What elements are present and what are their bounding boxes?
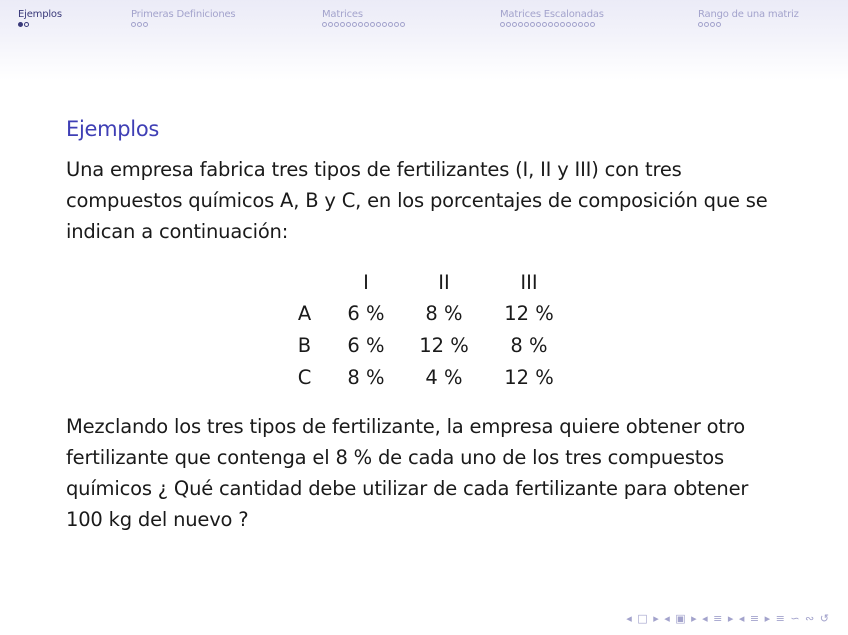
slide-dot[interactable] (24, 22, 29, 27)
slide-dot[interactable] (328, 22, 333, 27)
slide-dot[interactable] (698, 22, 703, 27)
slide-dot[interactable] (506, 22, 511, 27)
table-cell: 8 % (425, 301, 463, 325)
slide-dot[interactable] (530, 22, 535, 27)
table-row (282, 297, 575, 329)
slide-dot[interactable] (704, 22, 709, 27)
slide-dot[interactable] (536, 22, 541, 27)
slide-dot[interactable] (334, 22, 339, 27)
slide-dot[interactable] (554, 22, 559, 27)
table-header-row (282, 268, 575, 297)
nav-section-matrices[interactable] (322, 9, 406, 28)
slide-dot[interactable] (560, 22, 565, 27)
table-header-cell (282, 268, 327, 297)
nav-section-matrices-escalonadas[interactable] (500, 9, 604, 28)
nav-section-label: Matrices (322, 9, 363, 20)
table-cell: 12 % (504, 365, 554, 389)
slide-dot[interactable] (590, 22, 595, 27)
problem-question-text: Mezclando los tres tipos de fertilizante, la empresa quiere obtener otro fertilizante que contenga el 8 % de cada uno de los tres compuestos químicos ¿ Qué cantidad debe utilizar de cada fertilizante para obtener 100 kg del nuevo ? (66, 415, 749, 531)
table-cell: 6 % (347, 301, 385, 325)
slide-dots[interactable] (18, 21, 62, 28)
section-navigation-bar (0, 0, 848, 80)
row-label-cell: A (297, 301, 312, 325)
slide-dot[interactable] (18, 22, 23, 27)
slide-dot[interactable] (394, 22, 399, 27)
table-row (282, 329, 575, 361)
slide-dot[interactable] (578, 22, 583, 27)
frame-title: Ejemplos (66, 117, 160, 141)
slide-dot[interactable] (382, 22, 387, 27)
slide-dot[interactable] (364, 22, 369, 27)
nav-section-label: Matrices Escalonadas (500, 9, 604, 20)
slide-dot[interactable] (143, 22, 148, 27)
table-cell: 8 % (510, 333, 548, 357)
slide-dot[interactable] (572, 22, 577, 27)
slide-dot[interactable] (352, 22, 357, 27)
nav-section-primeras-definiciones[interactable] (131, 9, 235, 28)
table-cell: 12 % (419, 333, 469, 357)
table-cell: 8 % (347, 365, 385, 389)
slide-dot[interactable] (518, 22, 523, 27)
nav-section-label: Ejemplos (18, 9, 62, 20)
slide-dot[interactable] (358, 22, 363, 27)
slide-dot[interactable] (500, 22, 505, 27)
slide-dot[interactable] (322, 22, 327, 27)
slide-dot[interactable] (710, 22, 715, 27)
beamer-navigation-controls[interactable]: ◂ □ ▸ ◂ ▣ ▸ ◂ ≡ ▸ ◂ ≡ ▸ ≡ ∽ ∾ ↺ (626, 612, 830, 625)
slide-dots[interactable] (131, 21, 235, 28)
slide-dot[interactable] (400, 22, 405, 27)
slide-dot[interactable] (388, 22, 393, 27)
slide-dot[interactable] (340, 22, 345, 27)
slide-dot[interactable] (346, 22, 351, 27)
row-label-cell: C (297, 365, 312, 389)
slide-dot[interactable] (137, 22, 142, 27)
table-header-cell: III (520, 271, 538, 294)
nav-section-label: Rango de una matriz (698, 9, 799, 20)
nav-section-label: Primeras Definiciones (131, 9, 236, 20)
row-label-cell: B (297, 333, 312, 357)
slide-dot[interactable] (370, 22, 375, 27)
nav-section-rango[interactable] (698, 9, 799, 28)
slide-dot[interactable] (566, 22, 571, 27)
table-cell: 6 % (347, 333, 385, 357)
slide-dot[interactable] (716, 22, 721, 27)
slide-dots[interactable] (322, 21, 406, 28)
slide-dots[interactable] (500, 21, 604, 28)
table-cell: 12 % (504, 301, 554, 325)
table-header-cell: II (438, 271, 450, 294)
nav-section-ejemplos[interactable] (18, 9, 62, 28)
composition-table (282, 268, 575, 393)
slide-dot[interactable] (512, 22, 517, 27)
problem-intro-text: Una empresa fabrica tres tipos de fertilizantes (I, II y III) con tres compuestos químicos A, B y C, en los porcentajes de composición que se indican a continuación: (66, 158, 768, 243)
slide-dots[interactable] (698, 21, 799, 28)
table-header-cell: I (363, 271, 369, 294)
slide-dot[interactable] (584, 22, 589, 27)
slide-dot[interactable] (542, 22, 547, 27)
slide-dot[interactable] (548, 22, 553, 27)
slide-dot[interactable] (376, 22, 381, 27)
table-cell: 4 % (425, 365, 463, 389)
slide-dot[interactable] (131, 22, 136, 27)
slide-dot[interactable] (524, 22, 529, 27)
table-row (282, 361, 575, 393)
